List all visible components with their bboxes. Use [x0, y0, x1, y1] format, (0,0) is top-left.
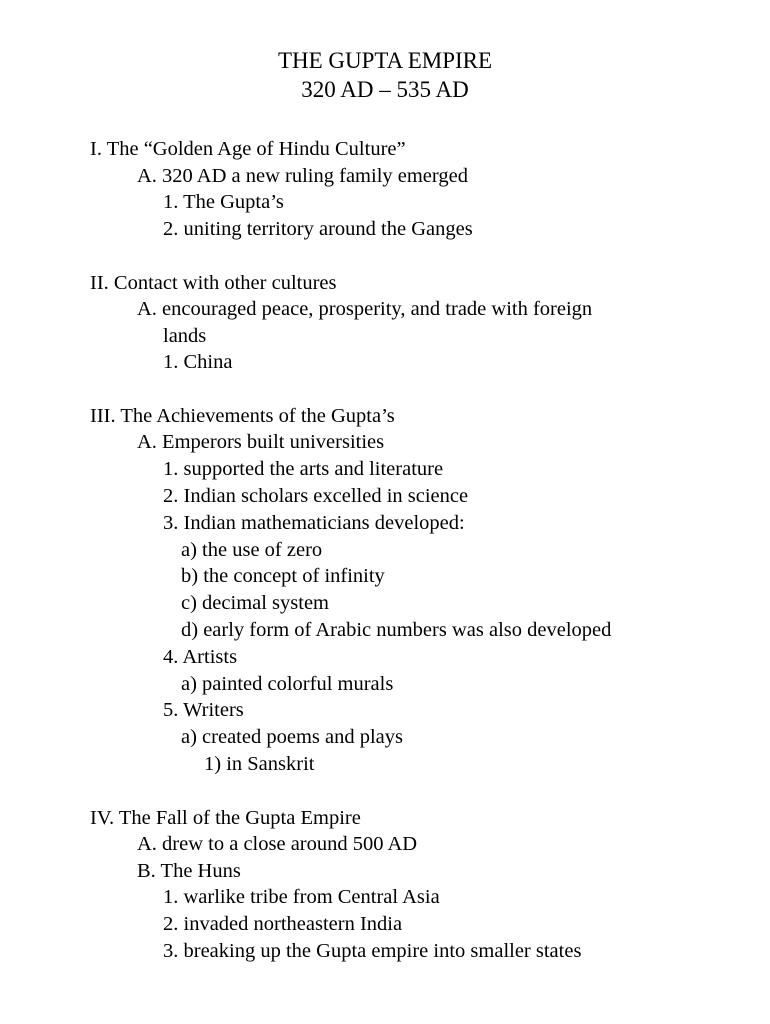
section-heading: IV. The Fall of the Gupta Empire [90, 807, 361, 829]
outline-item: 2. uniting territory around the Ganges [163, 218, 473, 240]
outline-item: 2. Indian scholars excelled in science [163, 485, 469, 507]
outline-item: b) the concept of infinity [181, 565, 385, 587]
section-heading: I. The “Golden Age of Hindu Culture” [90, 138, 406, 160]
outline-item: 1. warlike tribe from Central Asia [163, 886, 440, 908]
outline-item: 1. China [163, 351, 233, 373]
title-line-1: THE GUPTA EMPIRE [277, 48, 493, 73]
outline-item: A. 320 AD a new ruling family emerged [137, 165, 468, 187]
outline-item: 2. invaded northeastern India [163, 913, 403, 935]
outline-item: A. encouraged peace, prosperity, and trade with foreign [137, 298, 593, 320]
outline-item: 3. Indian mathematicians developed: [163, 512, 465, 534]
section-heading: III. The Achievements of the Gupta’s [90, 405, 395, 427]
title-line-2: 320 AD – 535 AD [301, 77, 469, 102]
outline-item: A. Emperors built universities [137, 431, 385, 453]
outline-item: c) decimal system [181, 592, 330, 614]
outline-item: a) the use of zero [181, 539, 323, 561]
outline-item: a) created poems and plays [181, 726, 403, 748]
outline-item: 1) in Sanskrit [204, 753, 315, 775]
outline-item: 4. Artists [163, 646, 238, 668]
outline-item: 1. supported the arts and literature [163, 458, 444, 480]
outline-item: 1. The Gupta’s [163, 191, 284, 213]
outline-item: 3. breaking up the Gupta empire into smaller states [163, 940, 582, 962]
outline-item: A. drew to a close around 500 AD [137, 833, 418, 855]
outline-item-continuation: lands [163, 325, 207, 347]
outline-item: d) early form of Arabic numbers was also developed [181, 619, 612, 641]
outline-item: B. The Huns [137, 860, 241, 882]
outline-item: a) painted colorful murals [181, 673, 394, 695]
section-heading: II. Contact with other cultures [90, 272, 337, 294]
outline-item: 5. Writers [163, 699, 244, 721]
